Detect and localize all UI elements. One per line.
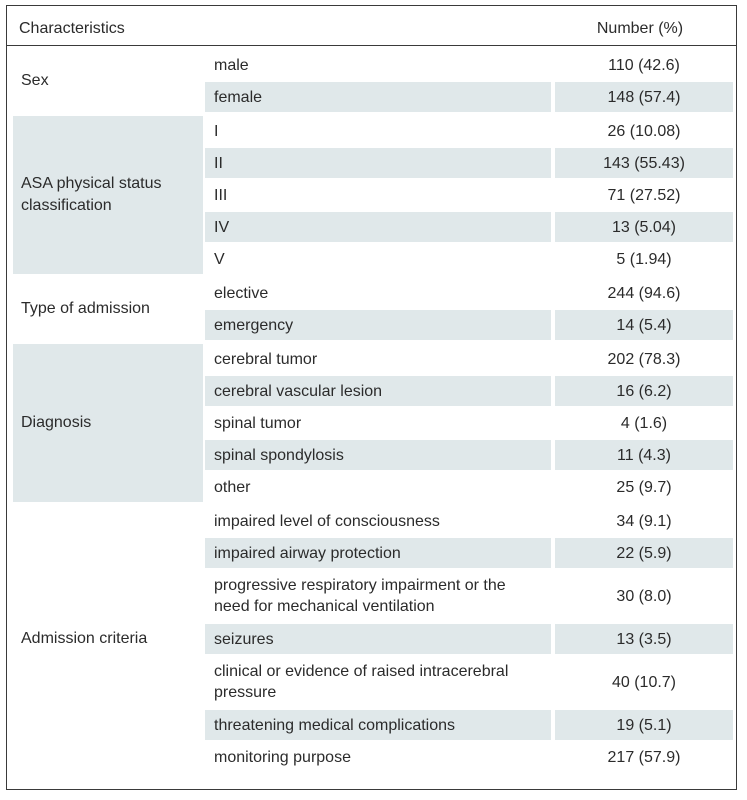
- group-cell: [13, 116, 203, 274]
- row-value-cell: [555, 376, 733, 406]
- row-label-cell: [205, 710, 551, 740]
- row-label-cell: [205, 538, 551, 568]
- row-label: V: [214, 251, 225, 268]
- table-row: [205, 212, 733, 242]
- row-value: 143 (55.43): [603, 155, 685, 172]
- row-label-cell: [205, 570, 551, 622]
- row-value-cell: [555, 244, 733, 274]
- row-label: spinal spondylosis: [214, 447, 344, 464]
- row-label-cell: [205, 212, 551, 242]
- row-value-cell: [555, 440, 733, 470]
- row-value: 14 (5.4): [616, 317, 672, 334]
- row-label-cell: [205, 656, 551, 708]
- row-label-cell: [205, 344, 551, 374]
- row-label-cell: [205, 180, 551, 210]
- row-value: 5 (1.94): [616, 251, 672, 268]
- row-label: male: [214, 57, 249, 74]
- row-value-cell: [555, 506, 733, 536]
- row-label-cell: [205, 310, 551, 340]
- row-value-cell: [555, 344, 733, 374]
- row-label: impaired airway protection: [214, 545, 401, 562]
- table-row: [205, 538, 733, 568]
- row-value-cell: [555, 624, 733, 654]
- group-label: Admission criteria: [21, 630, 148, 647]
- row-label: cerebral tumor: [214, 351, 318, 368]
- table-row: [205, 742, 733, 772]
- table-row: [205, 376, 733, 406]
- row-label-cell: [205, 624, 551, 654]
- table-row: [205, 244, 733, 274]
- row-value-cell: [555, 180, 733, 210]
- row-label: progressive respiratory impairment or the need for mechanical ventilation: [214, 577, 506, 615]
- row-label: I: [214, 123, 219, 140]
- row-value: 217 (57.9): [607, 749, 681, 766]
- row-value: 244 (94.6): [607, 285, 681, 302]
- row-label: threatening medical complications: [214, 717, 456, 734]
- row-value-cell: [555, 212, 733, 242]
- row-value: 110 (42.6): [608, 57, 680, 74]
- row-value-cell: [555, 570, 733, 622]
- row-label: II: [214, 155, 223, 172]
- row-value-cell: [555, 656, 733, 708]
- row-label-cell: [205, 408, 551, 438]
- table-row: [205, 656, 733, 708]
- row-value: 4 (1.6): [620, 415, 668, 432]
- row-label: impaired level of consciousness: [214, 513, 440, 530]
- table-row: [205, 82, 733, 112]
- row-value: 16 (6.2): [616, 383, 672, 400]
- row-value-cell: [555, 742, 733, 772]
- group-cell: [13, 50, 203, 112]
- row-value: 30 (8.0): [616, 588, 672, 605]
- header-number: Number (%): [596, 20, 684, 37]
- row-label-cell: [205, 472, 551, 502]
- row-label: IV: [214, 219, 230, 236]
- table-row: [205, 506, 733, 536]
- row-label: clinical or evidence of raised intracerebral pressure: [214, 663, 509, 701]
- row-label-cell: [205, 244, 551, 274]
- table-row: [205, 116, 733, 146]
- row-label: III: [214, 187, 228, 204]
- row-label: seizures: [214, 631, 274, 648]
- row-label-cell: [205, 278, 551, 308]
- row-value: 202 (78.3): [607, 351, 681, 368]
- table-header: [7, 6, 736, 46]
- table-row: [205, 624, 733, 654]
- row-value: 34 (9.1): [616, 513, 672, 530]
- table-row: [205, 278, 733, 308]
- group-label: Sex: [21, 72, 49, 89]
- table-row: [205, 472, 733, 502]
- row-label: elective: [214, 285, 269, 302]
- row-value: 26 (10.08): [607, 123, 681, 140]
- row-value-cell: [555, 472, 733, 502]
- table-frame: [6, 5, 737, 790]
- row-label-cell: [205, 116, 551, 146]
- row-value: 148 (57.4): [607, 89, 681, 106]
- row-value: 13 (3.5): [616, 631, 672, 648]
- table-row: [205, 408, 733, 438]
- group-label: Type of admission: [21, 300, 150, 317]
- table-row: [205, 344, 733, 374]
- row-value-cell: [555, 116, 733, 146]
- table-row: [205, 50, 733, 80]
- row-label-cell: [205, 148, 551, 178]
- row-value: 71 (27.52): [607, 187, 681, 204]
- group-cell: [13, 278, 203, 340]
- row-label: other: [214, 479, 251, 496]
- row-value-cell: [555, 310, 733, 340]
- row-label-cell: [205, 50, 551, 80]
- row-value: 19 (5.1): [616, 717, 672, 734]
- table-row: [205, 710, 733, 740]
- row-value-cell: [555, 82, 733, 112]
- header-characteristics: Characteristics: [19, 20, 125, 37]
- row-value-cell: [555, 50, 733, 80]
- row-value-cell: [555, 408, 733, 438]
- row-value: 11 (4.3): [617, 447, 671, 464]
- row-label-cell: [205, 506, 551, 536]
- row-label: spinal tumor: [214, 415, 302, 432]
- table-row: [205, 180, 733, 210]
- row-label: cerebral vascular lesion: [214, 383, 383, 400]
- row-label: female: [214, 89, 263, 106]
- table-row: [205, 440, 733, 470]
- group-label: Diagnosis: [21, 414, 92, 431]
- row-value-cell: [555, 538, 733, 568]
- row-label-cell: [205, 82, 551, 112]
- row-value-cell: [555, 710, 733, 740]
- row-label: monitoring purpose: [214, 749, 351, 766]
- group-cell: [13, 344, 203, 502]
- table-row: [205, 570, 733, 622]
- table-row: [205, 148, 733, 178]
- group-cell: [13, 506, 203, 772]
- row-label-cell: [205, 376, 551, 406]
- row-label-cell: [205, 742, 551, 772]
- row-value: 13 (5.04): [611, 219, 677, 236]
- table-row: [205, 310, 733, 340]
- row-value-cell: [555, 148, 733, 178]
- row-label-cell: [205, 440, 551, 470]
- row-value: 40 (10.7): [611, 674, 677, 691]
- row-value-cell: [555, 278, 733, 308]
- row-value: 25 (9.7): [616, 479, 672, 496]
- row-value: 22 (5.9): [616, 545, 672, 562]
- row-label: emergency: [214, 317, 294, 334]
- group-label: ASA physical status classification: [21, 175, 162, 214]
